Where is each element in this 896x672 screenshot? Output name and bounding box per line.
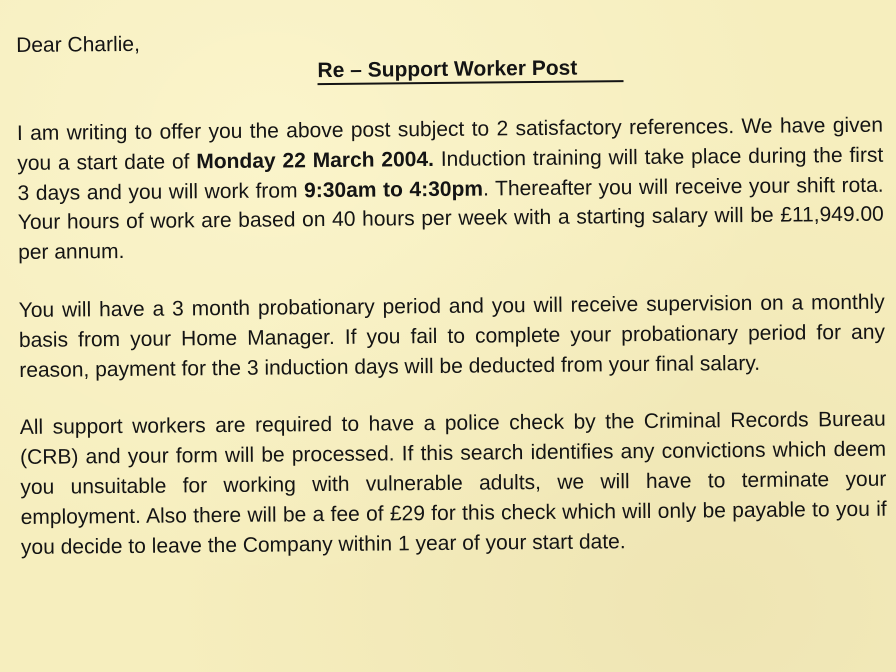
paragraph-probation: You will have a 3 month probationary period and you will receive supervision on a monthly basis from your Home Manager. If you fail to complete your probationary period for any reason, payment for the 3 induction days will be deducted from your final salary. bbox=[18, 290, 886, 382]
letter-body bbox=[16, 22, 887, 563]
start-date: Monday 22 March 2004. bbox=[196, 147, 435, 174]
working-hours: 9:30am to 4:30pm bbox=[303, 177, 484, 202]
offer-text-b: Induction training will take place during the first 3 days and you will work from bbox=[17, 143, 884, 205]
offer-text-c: . Thereafter you will receive your shift rota. Your hours of work are based on 40 hours per week with a starting salary will be £11,949.00 per annum. bbox=[17, 173, 884, 265]
subject-text: Re – Support Worker Post bbox=[317, 56, 623, 85]
offer-text-a: I am writing to offer you the above post subject to 2 satisfactory references. We have given you a start date of bbox=[16, 113, 884, 175]
paragraph-offer bbox=[17, 111, 884, 268]
salutation: Dear Charlie, bbox=[16, 32, 140, 57]
paragraph-police-check: All support workers are required to have a police check by the Criminal Records Bureau (CRB) and your form will be processed. If this search identifies any convictions which deem you unsuitable for working with vulnerable adults, we will have to terminate your employment. Also there will be a fee of £29 for this check which will only be payable to you if you decide to leave the Company within 1 year of your start date. bbox=[19, 408, 887, 559]
